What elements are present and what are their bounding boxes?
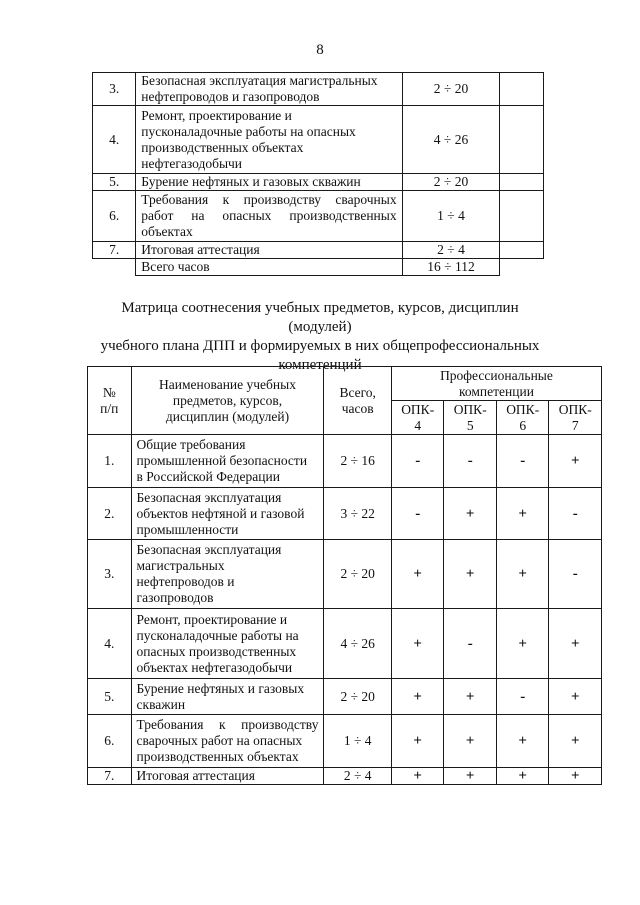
table-row [88,768,602,785]
competency-mark: + [391,609,444,679]
empty-cell [93,259,136,276]
empty-cell [500,242,544,259]
header-course-name: Наименование учебных предметов, курсов, дисциплин (модулей) [131,367,324,435]
header-number: № п/п [88,367,132,435]
table-row [88,488,602,540]
header-opk-7: ОПК- 7 [549,401,602,435]
header-competencies: Профессиональные компетенции [391,367,601,401]
competency-mark: + [391,540,444,609]
total-hours: 16 ÷ 112 [402,259,500,276]
empty-cell [500,259,544,276]
course-name: Безопасная эксплуатация объектов нефтяной и газовой промышленности [131,488,324,540]
competency-mark: - [496,435,549,488]
header-opk-6: ОПК- 6 [496,401,549,435]
course-name: Безопасная эксплуатация магистральных нефтепроводов и газопроводов [136,73,402,106]
competency-mark: + [391,715,444,768]
course-hours: 2 ÷ 4 [402,242,500,259]
course-hours: 1 ÷ 4 [324,715,391,768]
competency-mark: + [549,679,602,715]
row-number: 7. [88,768,132,785]
table-row [88,609,602,679]
header-total-hours: Всего, часов [324,367,391,435]
header-opk-5: ОПК- 5 [444,401,497,435]
course-name: Общие требования промышленной безопасности в Российской Федерации [131,435,324,488]
row-number: 1. [88,435,132,488]
competency-mark: + [391,679,444,715]
row-number: 6. [88,715,132,768]
course-hours: 2 ÷ 20 [324,679,391,715]
hours-table [92,72,544,276]
course-name: Итоговая аттестация [131,768,324,785]
table-row [93,106,544,174]
competency-mark: + [549,768,602,785]
competency-mark: - [444,435,497,488]
matrix-title: Матрица соотнесения учебных предметов, курсов, дисциплин (модулей) учебного плана ДПП и формируемых в них общепрофессиональных компетенций [100,300,540,373]
course-name: Итоговая аттестация [136,242,402,259]
page-number: 8 [316,42,324,58]
competency-mark: + [496,488,549,540]
course-hours: 4 ÷ 26 [402,106,500,174]
course-name: Ремонт, проектирование и пусконаладочные работы на опасных производственных объектах нефтегазодобычи [136,106,402,174]
competency-mark: + [444,540,497,609]
table-row [93,191,544,242]
competency-mark: + [549,435,602,488]
course-hours: 4 ÷ 26 [324,609,391,679]
course-name: Требования к производству сварочных работ на опасных производственных объектах [131,715,324,768]
competency-mark: - [549,540,602,609]
header-row [88,367,602,401]
table-row [93,242,544,259]
course-name: Бурение нефтяных и газовых скважин [131,679,324,715]
row-number: 3. [88,540,132,609]
course-name: Бурение нефтяных и газовых скважин [136,174,402,191]
row-number: 6. [93,191,136,242]
empty-cell [500,73,544,106]
total-label: Всего часов [136,259,402,276]
competency-mark: - [391,435,444,488]
header-opk-4: ОПК- 4 [391,401,444,435]
row-number: 4. [93,106,136,174]
row-number: 5. [93,174,136,191]
competency-mark: + [444,488,497,540]
competency-mark: - [549,488,602,540]
competency-mark: - [444,609,497,679]
table-row [88,540,602,609]
row-number: 7. [93,242,136,259]
competency-mark: + [444,679,497,715]
row-number: 5. [88,679,132,715]
empty-cell [500,191,544,242]
course-hours: 2 ÷ 20 [402,174,500,191]
course-hours: 2 ÷ 4 [324,768,391,785]
table-row [88,715,602,768]
competency-matrix-table [87,366,602,785]
course-name: Ремонт, проектирование и пусконаладочные работы на опасных производственных объектах нефтегазодобычи [131,609,324,679]
competency-mark: + [444,715,497,768]
competency-mark: + [391,768,444,785]
course-hours: 1 ÷ 4 [402,191,500,242]
course-name: Безопасная эксплуатация магистральных нефтепроводов и газопроводов [131,540,324,609]
competency-mark: - [496,679,549,715]
empty-cell [500,174,544,191]
course-hours: 2 ÷ 20 [324,540,391,609]
course-hours: 3 ÷ 22 [324,488,391,540]
table-row [88,435,602,488]
competency-mark: + [496,609,549,679]
total-row [93,259,544,276]
row-number: 3. [93,73,136,106]
course-name: Требования к производству сварочных работ на опасных производственных объектах [136,191,402,242]
competency-mark: + [549,715,602,768]
row-number: 2. [88,488,132,540]
empty-cell [500,106,544,174]
competency-mark: + [496,768,549,785]
table-row [88,679,602,715]
table-row [93,73,544,106]
competency-mark: + [444,768,497,785]
competency-mark: + [496,540,549,609]
competency-mark: - [391,488,444,540]
course-hours: 2 ÷ 20 [402,73,500,106]
competency-mark: + [549,609,602,679]
competency-mark: + [496,715,549,768]
row-number: 4. [88,609,132,679]
course-hours: 2 ÷ 16 [324,435,391,488]
table-row [93,174,544,191]
